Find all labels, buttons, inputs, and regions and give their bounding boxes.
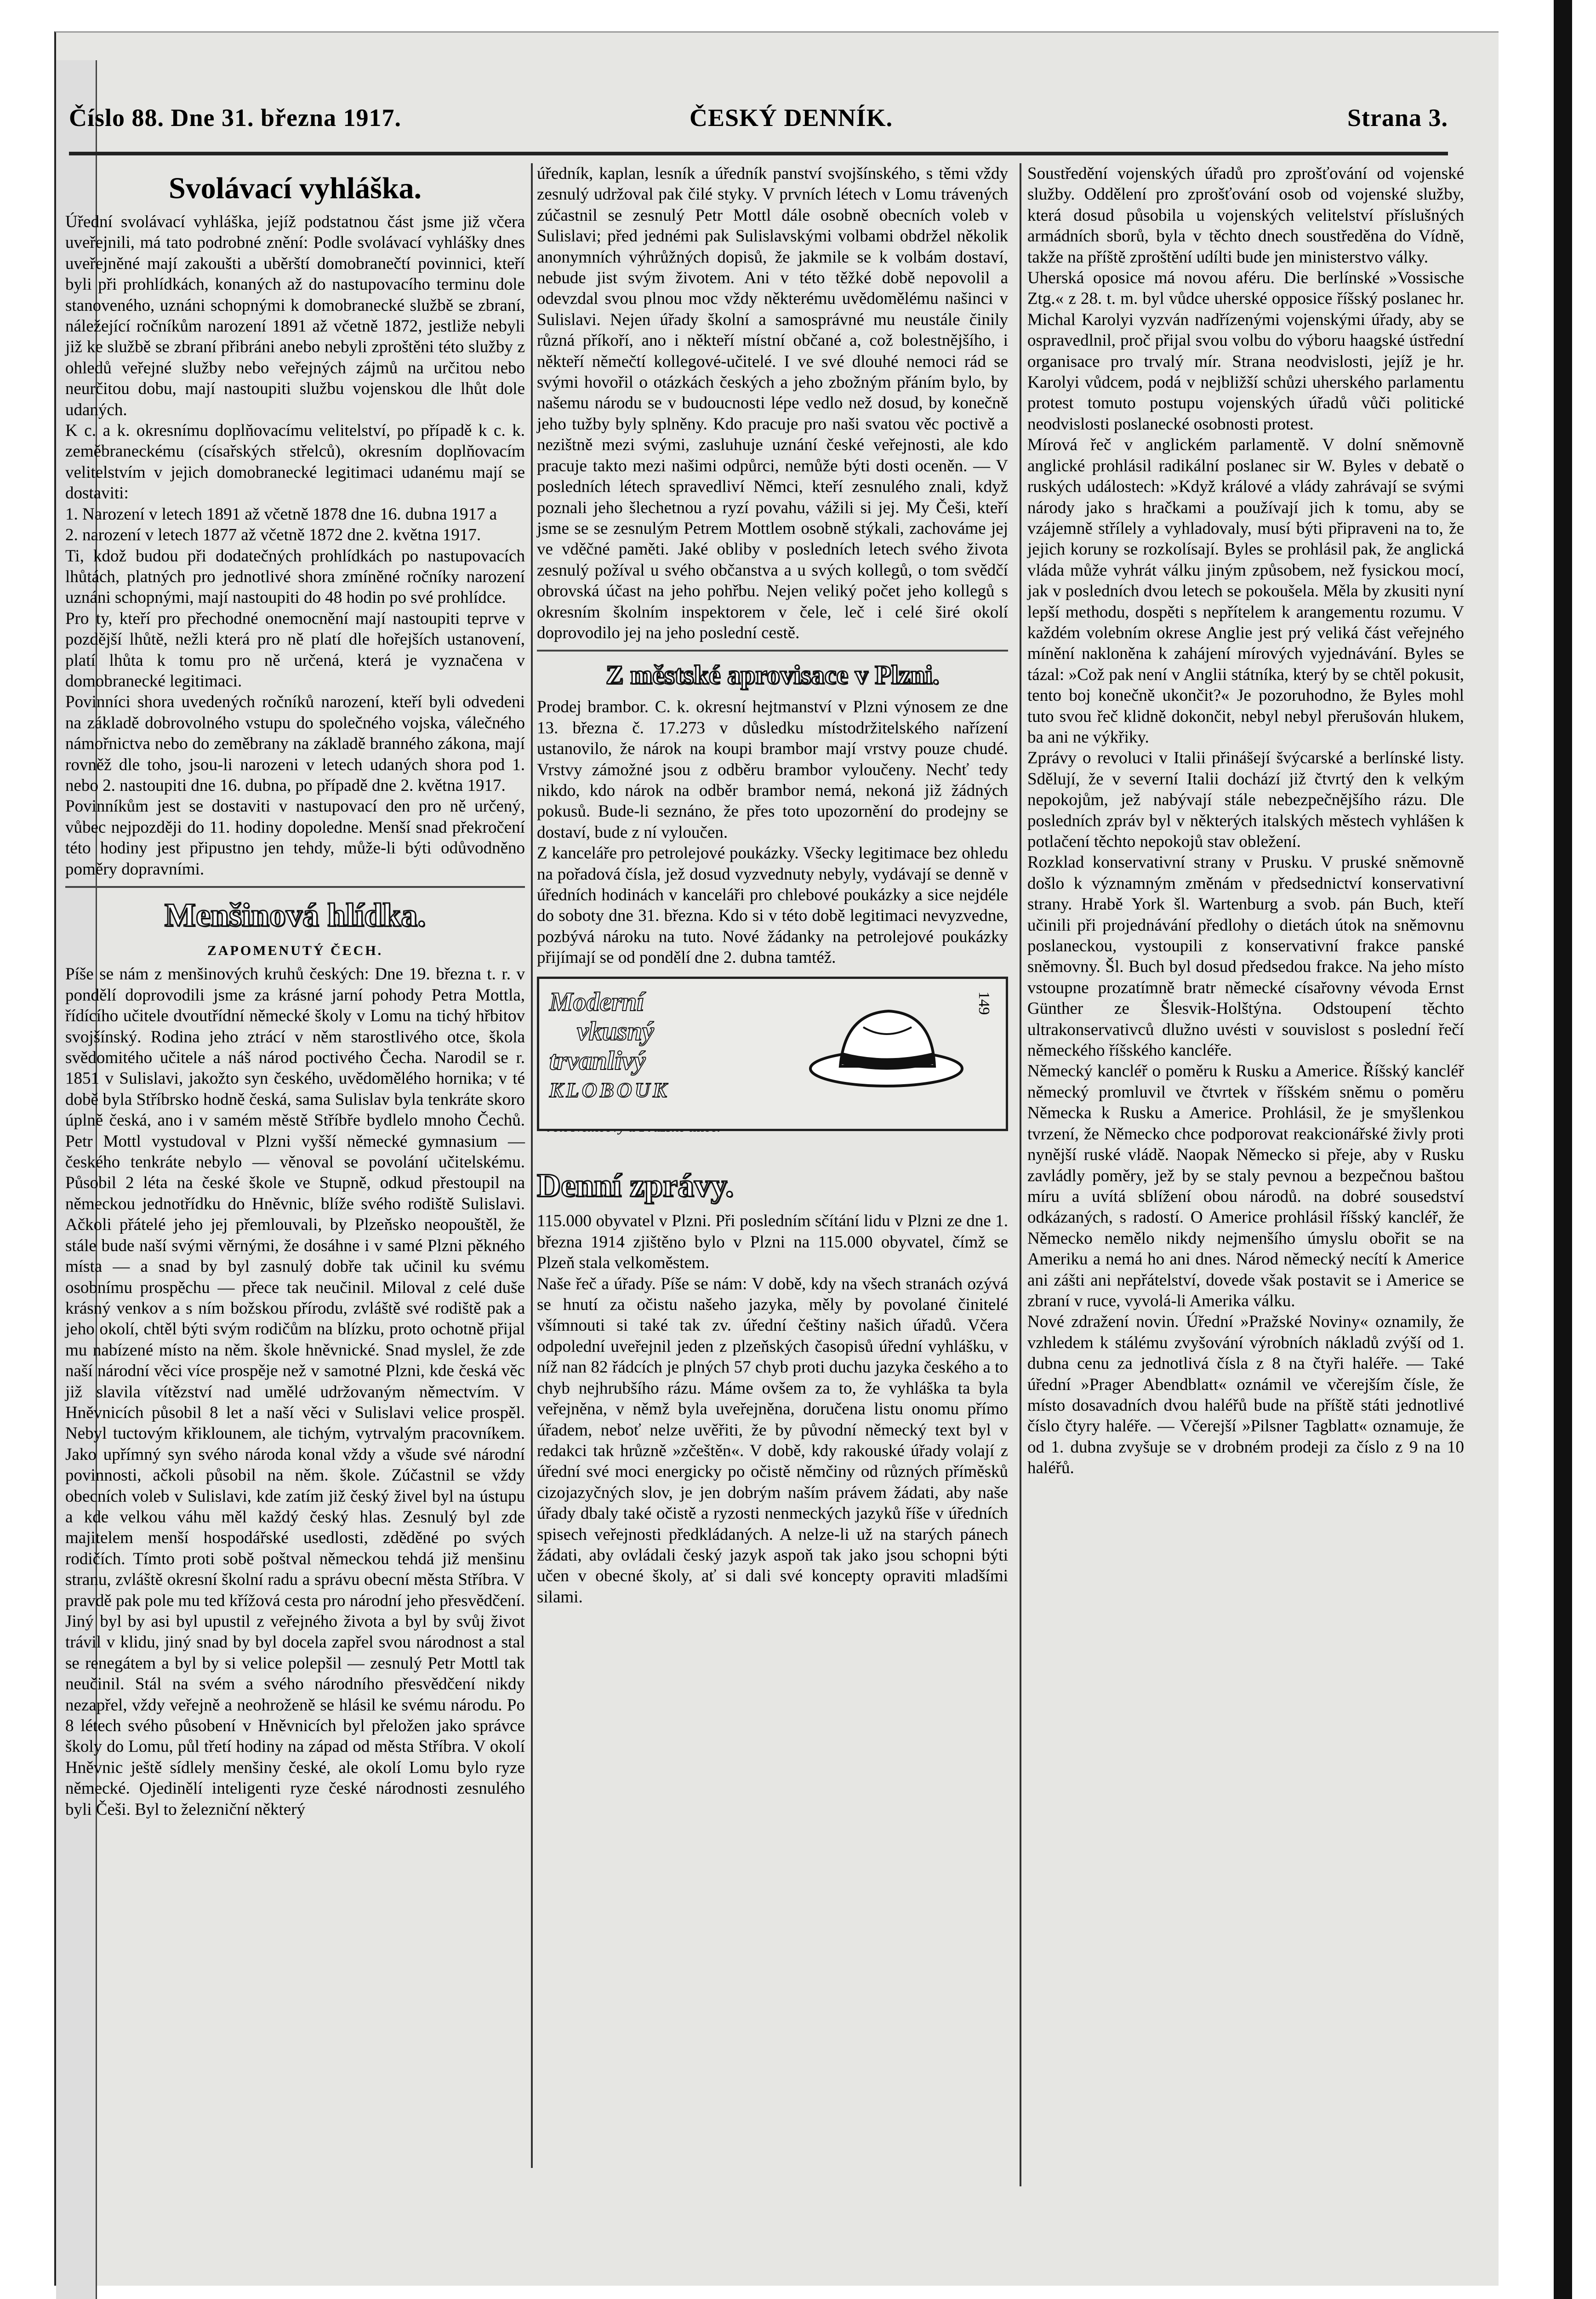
article-paragraph: 1. Narození v letech 1891 až včetně 1878 dne 16. dubna 1917 a — [65, 504, 497, 524]
article-paragraph: K c. a k. okresnímu doplňovacímu velitelství, po případě k c. k. zeměbraneckému (císařských střelců), okresním doplňovacím velitelstvím v jejich domobranecké legitimaci udanému mají se dostaviti: — [65, 421, 525, 503]
page-header — [69, 103, 1448, 149]
article-paragraph: Naše řeč a úřady. Píše se nám: V době, kdy na všech stranách ozývá se hnutí za očistu našeho jazyka, měly by povolané činitelé všímnouti si také tak zv. úřední češtiny našich úřadů. Včera odpolední uveřejnil jeden z plzeňských časopisů úřední vyhlášku, v níž nan 82 řádcích je plných 57 chyb proti duchu jazyka českého a to chyb nejhrubšího rázu. Máme ovšem za to, že vyhláška ta byla veřejněna, v němž byla uveřejněna, doručena listu onomu přímo úřadem, neboť nelze uvěřiti, že by původní německý text byl v redakci tak hrůzně »zčeštěn«. V době, kdy rakouské úřady volají z úřední své moci energicky po očistě němčiny od různých příměsků cizojazyčných slov, je jen dobrým naším právem žádati, aby naše úřady dbaly také očistě a ryzosti nenmeckých jazyků říše v úředních spisech veřejnosti předkládaných. A nelze-li už na starých pánech žádati, aby ovládali český jazyk aspoň tak jako jsou schopni býti učen v obecné školy, ať si dali své koncepty opraviti mladšími silami. — [537, 1274, 1008, 1607]
article-paragraph: Prodej brambor. C. k. okresní hejtmanství v Plzni výnosem ze dne 13. března č. 17.273 v důsledku místodržitelského nařízení ustanovilo, že nárok na koupi brambor mají vrstvy pouze chudé. Vrstvy zámožné jsou z odběru brambor vyloučeny. Nechť tedy nikdo, kdo nárok na odběr brambor nemá, nekoná již žádných pokusů. Bude-li seznáno, že přes toto upozornění do prodejny se dostaví, bude z ní vyloučen. — [537, 698, 1008, 842]
article-paragraph: Povinníkům jest se dostaviti v nastupovací den pro ně určený, vůbec nejpozději do 11. hodiny dopoledne. Menší snad překročení této hodiny jest připustno jen tehdy, může-li býti odůvodněno poměry dopravními. — [65, 797, 525, 879]
ad-line: vkusný — [577, 1016, 654, 1046]
article-paragraph: Ti, kdož budou při dodatečných prohlídkách po nastupovacích lhůtách, platných pro jednotlivé shora zmíněné ročníky narození uznáni schopnými, mají nastoupiti do 48 hodin po své prohlídce. — [65, 546, 525, 607]
ad-line: trvanlivý — [549, 1045, 646, 1075]
article-paragraph: 115.000 obyvatel v Plzni. Při posledním sčítání lidu v Plzni ze dne 1. března 1914 zjištěno bylo v Plzni na 115.000 obyvatel, čímž se Plzeň stala velkoměstem. — [537, 1212, 1008, 1273]
hat-illustration — [808, 1000, 964, 1092]
article-paragraph: Německý kancléř o poměru k Rusku a Americe. Říšský kancléř německý promluvil ve čtvrtek v říšském sněmu o poměru Německa k Rusku a Americe. Prohlásil, že je smyšlenkou tvrzení, že Německo chce podporovat reakcionářské živly proti nynější ruské vládě. Naopak Německo si přeje, aby v Rusku zavládly poměry, jež by se staly pevnou a bezpečnou baštou míru a uvítá sblížení obou národů. na dobré sousedství odkázaných, s radostí. O Americe prohlásil říšský kancléř, že Německo nemělo nikdy nejmenšího úmyslu obořit se na Ameriku a nemá ho ani dnes. Národ německý necítí k Americe ani zášti ani nepřátelství, dovede však postavit se i Americe se zbraní v ruce, vyvolá-li Amerika válku. — [1027, 1062, 1464, 1310]
article-paragraph: Píše se nám z menšinových kruhů českých: Dne 19. března t. r. v pondělí doprovodili jsme za krásné jarní pohody Petra Mottla, řídícího učitele dvoutřídní německé školy v Lomu na tichý hřbitov svojšínský. Rodina jeho ztrácí v něm starostlivého otce, škola svědomitého učitele a náš národ poctivého Čecha. Narodil se r. 1851 v Sulislavi, jakožto syn českého, uvědomělého hornika; v té době byla Stříbrsko hodně česká, sama Sulislav byla tenkráte skoro úplně česká, ano i v samém městě Stříbře bydlelo mnoho Čechů. Petr Mottl vystudoval v Plzni vyšší německé gymnasium — českého tenkráte nebylo — věnoval se povolání učitelskému. Působil 2 léta na české škole ve Stupně, odkud přestoupil na německou jednotřídku do Hněvnic, blíže svého rodiště Sulislavi. Ačkoli přátelé jeho jej přemlouvali, by Plzeňsko neopouštěl, že stále bude naší svými věrnými, že dosáhne i v samé Plzni pěkného místa — a snad by byl zasnulý dobře tak učinil ku svému osobnímu prospěchu — přece tak neučinil. Miloval z celé duše krásný venkov a s ním božskou přírodu, zvláště své rodiště pak a jeho okolí, chtěl býti svým rodičům na blízku, proto ochotně přijal mu nabízené místo na něm. škole hněvnické. Snad myslel, že zde naší národní věci více prospěje než v samotné Plzni, kde česká věc již slavila vítězství nad umělé udržovaným němectvím. V Hněvnicích působil 8 let a naší věci v Sulislavi velice prospěl. Nebyl tuctovým křiklounem, ale tichým, vytrvalým pracovníkem. Jako upřímný syn svého národa konal vždy a všude své národní povinnosti, ačkoli působil na něm. škole. Zúčastnil se vždy obecních voleb v Sulislavi, kde zatím již český živel byl na ústupu a kde velkou váhu měl každý český hlas. Zesnulý byl zde majitelem menší hospodářské usedlosti, zděděné po svých rodičích. Tímto proti sobě poštval německou tehdá již menšinu stranu, zvláště okresní školní radu a správu obecní města Stříbra. V pravdě pak pole mu ted křížová cesta pro národní jeho přesvědčení. Jiný byl by asi byl upustil z veřejného života a byl by svůj život trávil v klidu, jiný snad by byl docela zapřel svou národnost a stal se renegátem a byl by si velice polepšil — zesnulý Petr Mottl tak neučinil. Stál na svém a svého národního přesvědčení nikdy nezapřel, vždy veřejně a neohroženě se hlásil ke svému národu. Po 8 létech svého působení v Hněvnicích byl přeložen jako správce školy do Lomu, půl třetí hodiny na západ od města Stříbra. V okolí Hněvnic ještě sídlely menšiny české, ale okolí Lomu bylo ryze německé. Ojedinělí inteligenti ryze české národnosti zesnulého byli Češi. Byl to železniční některý — [65, 965, 525, 1819]
column-1 — [65, 163, 525, 1820]
article-headline: Svolávací vyhláška. — [168, 172, 422, 205]
article-paragraph: Rozklad konservativní strany v Prusku. V pruské sněmovně došlo k významným změnám v předsednictví konservativní strany. Hrabě York šl. Wartenburg a svob. pán Buch, kteří učinili při projednávání předlohy o dietách útok na sněmovnu poslaneckou, vystoupili z konservativní frakce panské sněmovny. Šl. Buch byl dosud předsedou frakce. Na jeho místo vstoupne prozatímně bratr německé císařovny vévoda Ernst Günther ze Šlesvik-Holštýna. Odstoupení těchto ultrakonservativců dlužno uvésti v souvislost s poslední řečí německého říšského kancléře. — [1027, 853, 1464, 1060]
header-rule — [69, 152, 1448, 155]
article-paragraph: Mírová řeč v anglickém parlamentě. V dolní sněmovně anglické prohlásil radikální poslanec sir W. Byles v debatě o ruských událostech: »Když králové a vlády zahrávají se svými národy jako s hračkami a používají jich k tomu, aby se vzájemně střílely a vyhladovaly, musí býti připraveni na to, že jejich koruny se rozkolísají. Byles se prohlásil pak, že anglická vláda může vyhrát válku jiným způsobem, než fysickou mocí, jak v posledních dvou letech se pokoušela. Měla by zkusiti nyní lepší methodu, dospěti s nepřítelem k arangementu rozumu. V každém volebním okrese Anglie jest prý veliká část veřejného mínění nakloněna k zahájení mírových vyjednávání. Byles se tázal: »Což pak není v Anglii státníka, který by se chtěl pokusit, tento boj konečně ukončit?« Je pozoruhodno, že Byles mohl tuto svou řeč klidně dokončit, nebyl nebyl přerušován hlukem, ba ani ne výkřiky. — [1027, 435, 1464, 747]
article-paragraph: Uherská oposice má novou aféru. Die berlínské »Vossische Ztg.« z 28. t. m. byl vůdce uherské opposice říšský poslanec hr. Michal Karolyi vyzván nadřízenými vojenskými úřady, aby se ospravedlnil, proč přijal svou volbu do výboru haagské ústřední organisace pro trvalý mír. Strana neodvislosti, jejíž je hr. Karolyi vůdcem, podá v nejbližší schůzi uherského parlamentu protest tomuto postupu vojenských úřadů vůči politické neodvislosti poslanecké osobnosti protest. — [1027, 269, 1464, 434]
article-subheadline: ZAPOMENUTÝ ČECH. — [207, 943, 383, 958]
article-paragraph: Úřední svolávací vyhláška, jejíž podstatnou část jsme již včera uveřejnili, má tato podrobné znění: Podle svolávací vyhlášky dnes uveřejněné mají zakoušti a uběrští domobranečtí povinnici, kteří byli při prohlídkách, konaných až do nastupovacího terminu dole stanoveného, uznáni schopnými k domobranecké službě se zbraní, náležející ročníkům narození 1891 až včetně 1872, jestliže nebyli již ke službě se zbraní přibráni anebo nebyli zproštěni této služby z ohledů veřejné služby nebo veřejných zájmů na určitou nebo neurčitou dobu, mají nastoupiti službu vojenskou dle lhůt dole udaných. — [65, 212, 525, 419]
issue-date: Číslo 88. Dne 31. března 1917. — [69, 104, 401, 132]
column-3 — [1027, 163, 1464, 1479]
column-divider — [1020, 163, 1021, 2186]
column-2 — [537, 163, 1008, 1607]
article-paragraph: Soustředění vojenských úřadů pro zprošťování od vojenské služby. Oddělení pro zprošťování osob od vojenské služby, která dosud působila u vojenských velitelství příslušných armádních sborů, byla v těchto dnech soustředěna do Vídně, takže na příště zproštění udílti bude jen ministerstvo války. — [1027, 164, 1464, 267]
column-divider — [531, 163, 533, 2168]
section-headline: Menšinová hlídka. — [164, 897, 426, 933]
ad-number: 149 — [975, 991, 993, 1015]
masthead-title: ČESKÝ DENNÍK. — [690, 104, 893, 132]
article-paragraph: 2. narození v letech 1877 až včetně 1872 dne 2. května 1917. — [65, 526, 481, 545]
section-headline: Z městské aprovisace v Plzni. — [605, 660, 940, 690]
page-number: Strana 3. — [1347, 104, 1448, 132]
article-paragraph: Povinníci shora uvedených ročníků narození, kteří byli odvedeni na základě dobrovolného vstupu do společného vojska, válečného námořnictva nebo do zeměbrany na základě branného zákona, mají rovněž dle toho, jsou-li narozeni v letech udaných shora pod 1. nebo 2. nastoupiti dne 16. dubna, po případě dne 2. května 1917. — [65, 692, 525, 795]
article-paragraph: Nové zdražení novin. Úřední »Pražské Noviny« oznamily, že vzhledem k stálému zvyšování výrobních nákladů zvýší od 1. dubna cenu za jednotlivá čísla z 8 na čtyři haléře. — Také úřední »Prager Abendblatt« oznámil ve včerejším čísle, že místo dosavadních dvou haléřů bude na příště státi jednotlivé číslo čtyry haléře. — Včerejší »Pilsner Tagblatt« oznamuje, že od 1. dubna zvyšuje se v drobném prodeji za číslo z 9 na 10 haléřů. — [1027, 1312, 1464, 1478]
section-headline: Denní zprávy. — [537, 1167, 734, 1204]
article-paragraph: Z kanceláře pro petrolejové poukázky. Všecky legitimace bez ohledu na pořadová čísla, jež dosud vyzvednuty nebyly, vydávají se denně v úředních hodinách v kanceláři pro chlebové poukázky a sice nejdéle do soboty dne 31. března. Kdo si v této době legitimaci nevyzvedne, pozbývá nároku na tuto. Nové žádanky na petrolejové poukázky přijímají se od pondělí dne 2. dubna tamtéž. — [537, 844, 1008, 967]
article-paragraph: Pro ty, kteří pro přechodné onemocnění mají nastoupiti teprve v pozdější lhůtě, nežli která pro ně platí dle hořejších ustanovení, platí lhůta k tomu pro ně určená, která je vyznačena v domobranecké legitimaci. — [65, 609, 525, 691]
article-paragraph: úředník, kaplan, lesník a úředník panství svojšínského, s těmi vždy zesnulý udržoval pak čilé styky. V prvních létech v Lomu trávených zúčastnil se zesnulý Petr Mottl dále osobně obecních voleb v Sulislavi; před jednémi pak Sulislavskými volbami obdržel několik anonymních výhrůžných dopisů, že jakmile se k volbám dostaví, nebude jist svým životem. Ani v této těžké době nepovolil a odevzdal svou plnou moc vždy některému uvědomělému našinci v Sulislavi. Nejen úřady školní a samosprávné mu neustále činily různá příkoří, ano i někteří místní občané a, což bolestnějšího, i někteří němečtí kollegové-učitelé. I ve své dlouhé nemoci rád se svými hovořil o otázkách českých a jeho zbožným přáním bylo, by našemu národu se v budoucnosti lépe vedlo než dosud, by konečně jeho tužby byly splněny. Kdo pracuje pro naši svatou věc poctivě a nezištně mezi svými, zasluhuje uznání české veřejnosti, ale kdo pracuje takto mezi našimi odpůrci, nemůže býti dosti oceněn. — V posledních létech spravedliví Němci, kteří zesnulého znali, když poznali jeho šlechetnou a ryzí povahu, vážili si jej. My Češi, kteří jsme se se zesnulým Petrem Mottlem osobně stýkali, zachováme jej ve vděčné paměti. Jaké obliby v posledních letech svého života zesnulý požíval u svého občanstva a u svých kollegů, o tom svědčí obrovská účast na jeho pohřbu. Nejen veliký počet jeho kollegů s okresním školním inspektorem v čele, leč i celé širé okolí doprovodilo jej na jeho poslední cestě. — [537, 164, 1008, 642]
ad-line: Moderní — [549, 986, 644, 1017]
scan-edge — [1554, 0, 1572, 2299]
section-rule — [537, 650, 1008, 652]
article-paragraph: Zprávy o revoluci v Italii přinášejí švýcarské a berlínské listy. Sdělují, že v severní Italii dochází již čtvrtý den k velkým nepokojům, jež nabývají stále nebezpečnějšího rázu. Dle posledních zpráv byl v některých italských městech vyhlášen k potlačení těchto nepokojů stav obležení. — [1027, 749, 1464, 851]
hat-advertisement — [537, 977, 1008, 1131]
ad-line: KLOBOUK — [549, 1078, 670, 1102]
section-rule — [65, 886, 525, 888]
